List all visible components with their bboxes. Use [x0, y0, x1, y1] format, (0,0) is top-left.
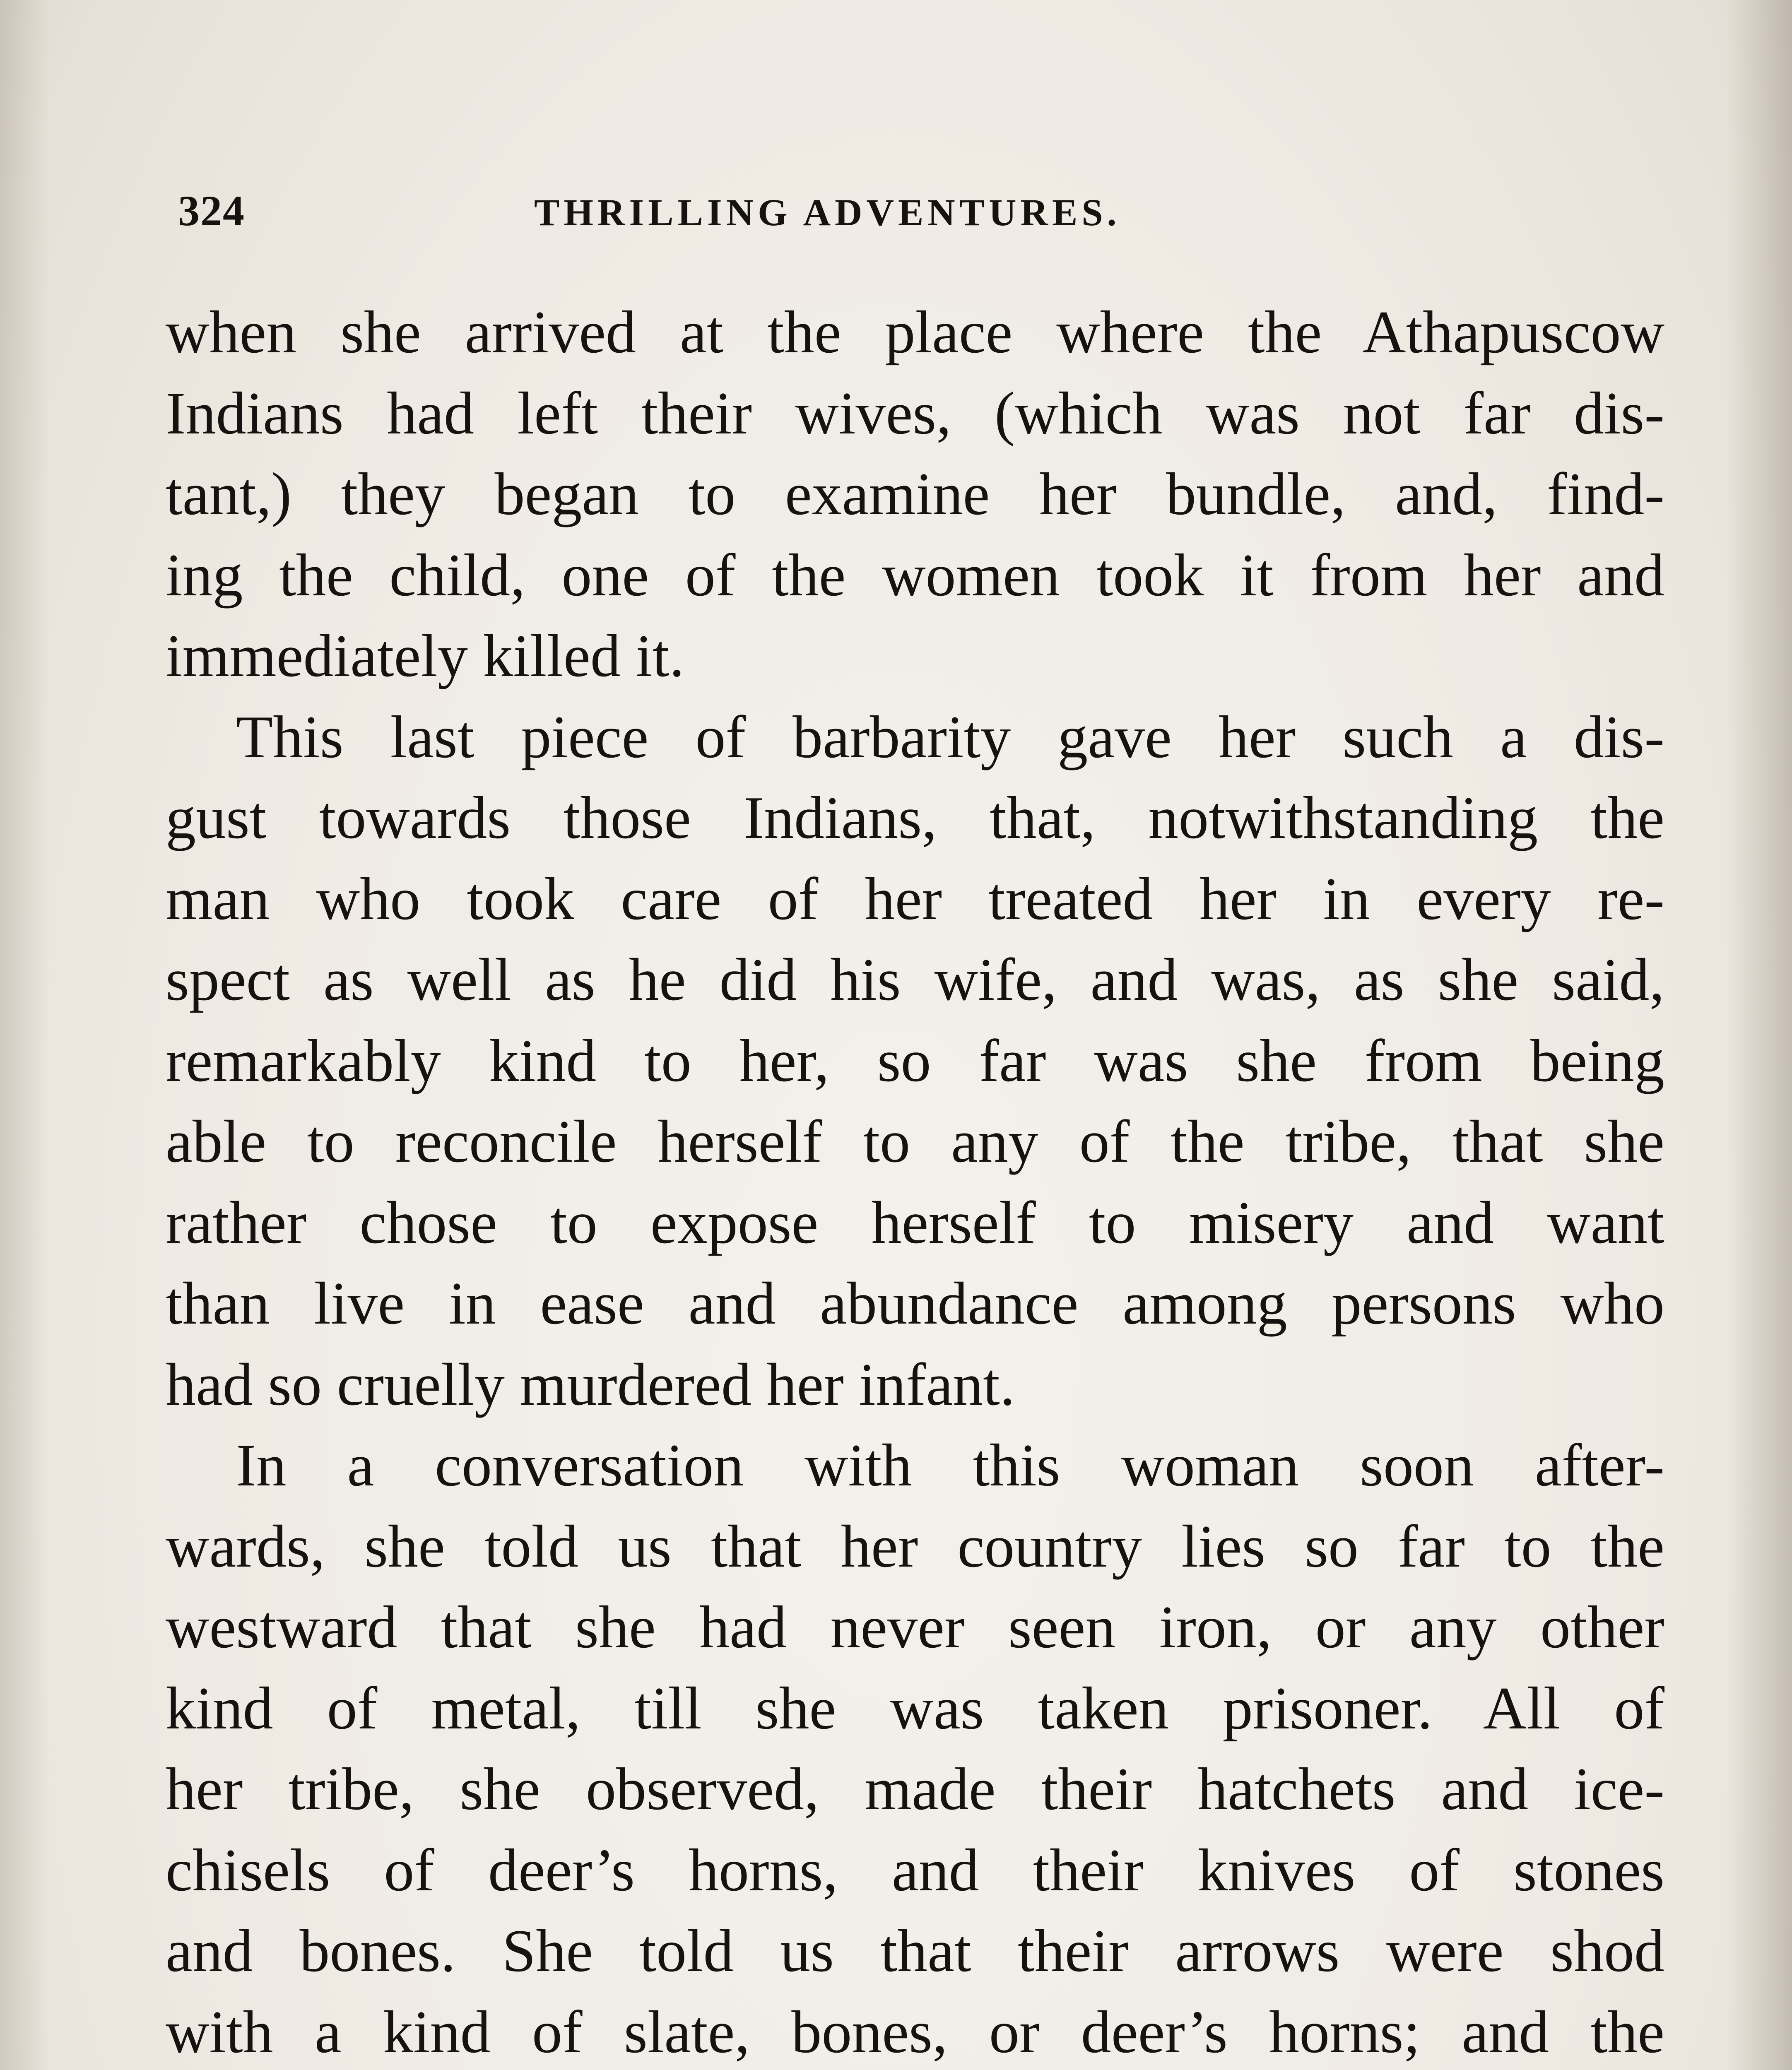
text-line: when she arrived at the place where the Athapuscow	[166, 298, 1664, 366]
page-number: 324	[178, 187, 245, 235]
paragraph	[166, 292, 1664, 697]
text-line: This last piece of barbarity gave her such a dis-	[236, 703, 1664, 770]
page-header	[178, 186, 1660, 253]
text-line: ing the child, one of the women took it from her and	[166, 541, 1664, 609]
text-line: and bones. She told us that their arrows were shod	[166, 1917, 1664, 1984]
page-edge-shadow-left	[0, 0, 50, 2070]
running-head: THRILLING ADVENTURES.	[534, 191, 1121, 233]
text-line: gust towards those Indians, that, notwithstanding the	[166, 784, 1664, 851]
text-line: rather chose to expose herself to misery and want	[166, 1189, 1664, 1256]
page-edge-shadow-right	[1726, 0, 1792, 2070]
text-line: chisels of deer’s horns, and their knives of stones	[166, 1836, 1664, 1904]
paragraph	[166, 1425, 1664, 2070]
text-line: remarkably kind to her, so far was she from being	[166, 1027, 1664, 1094]
text-line: than live in ease and abundance among persons who	[166, 1270, 1664, 1337]
text-line: westward that she had never seen iron, or any other	[166, 1593, 1664, 1661]
text-line: spect as well as he did his wife, and was, as she said,	[166, 946, 1664, 1013]
text-line: able to reconcile herself to any of the tribe, that she	[166, 1108, 1664, 1175]
text-line: Indians had left their wives, (which was not far dis-	[166, 379, 1664, 447]
paragraph	[166, 697, 1664, 1425]
text-line: In a conversation with this woman soon after-	[236, 1432, 1664, 1499]
text-line: tant,) they began to examine her bundle, and, find-	[166, 460, 1664, 527]
text-line: man who took care of her treated her in every re-	[166, 865, 1664, 932]
body-text	[166, 292, 1664, 2070]
text-line: wards, she told us that her country lies so far to the	[166, 1512, 1664, 1580]
text-line: kind of metal, till she was taken prisoner. All of	[166, 1674, 1664, 1742]
text-line: had so cruelly murdered her infant.	[166, 1350, 1015, 1418]
text-line: her tribe, she observed, made their hatchets and ice-	[166, 1755, 1664, 1822]
text-line: immediately killed it.	[166, 622, 684, 689]
text-line: with a kind of slate, bones, or deer’s horns; and the	[166, 1998, 1664, 2065]
